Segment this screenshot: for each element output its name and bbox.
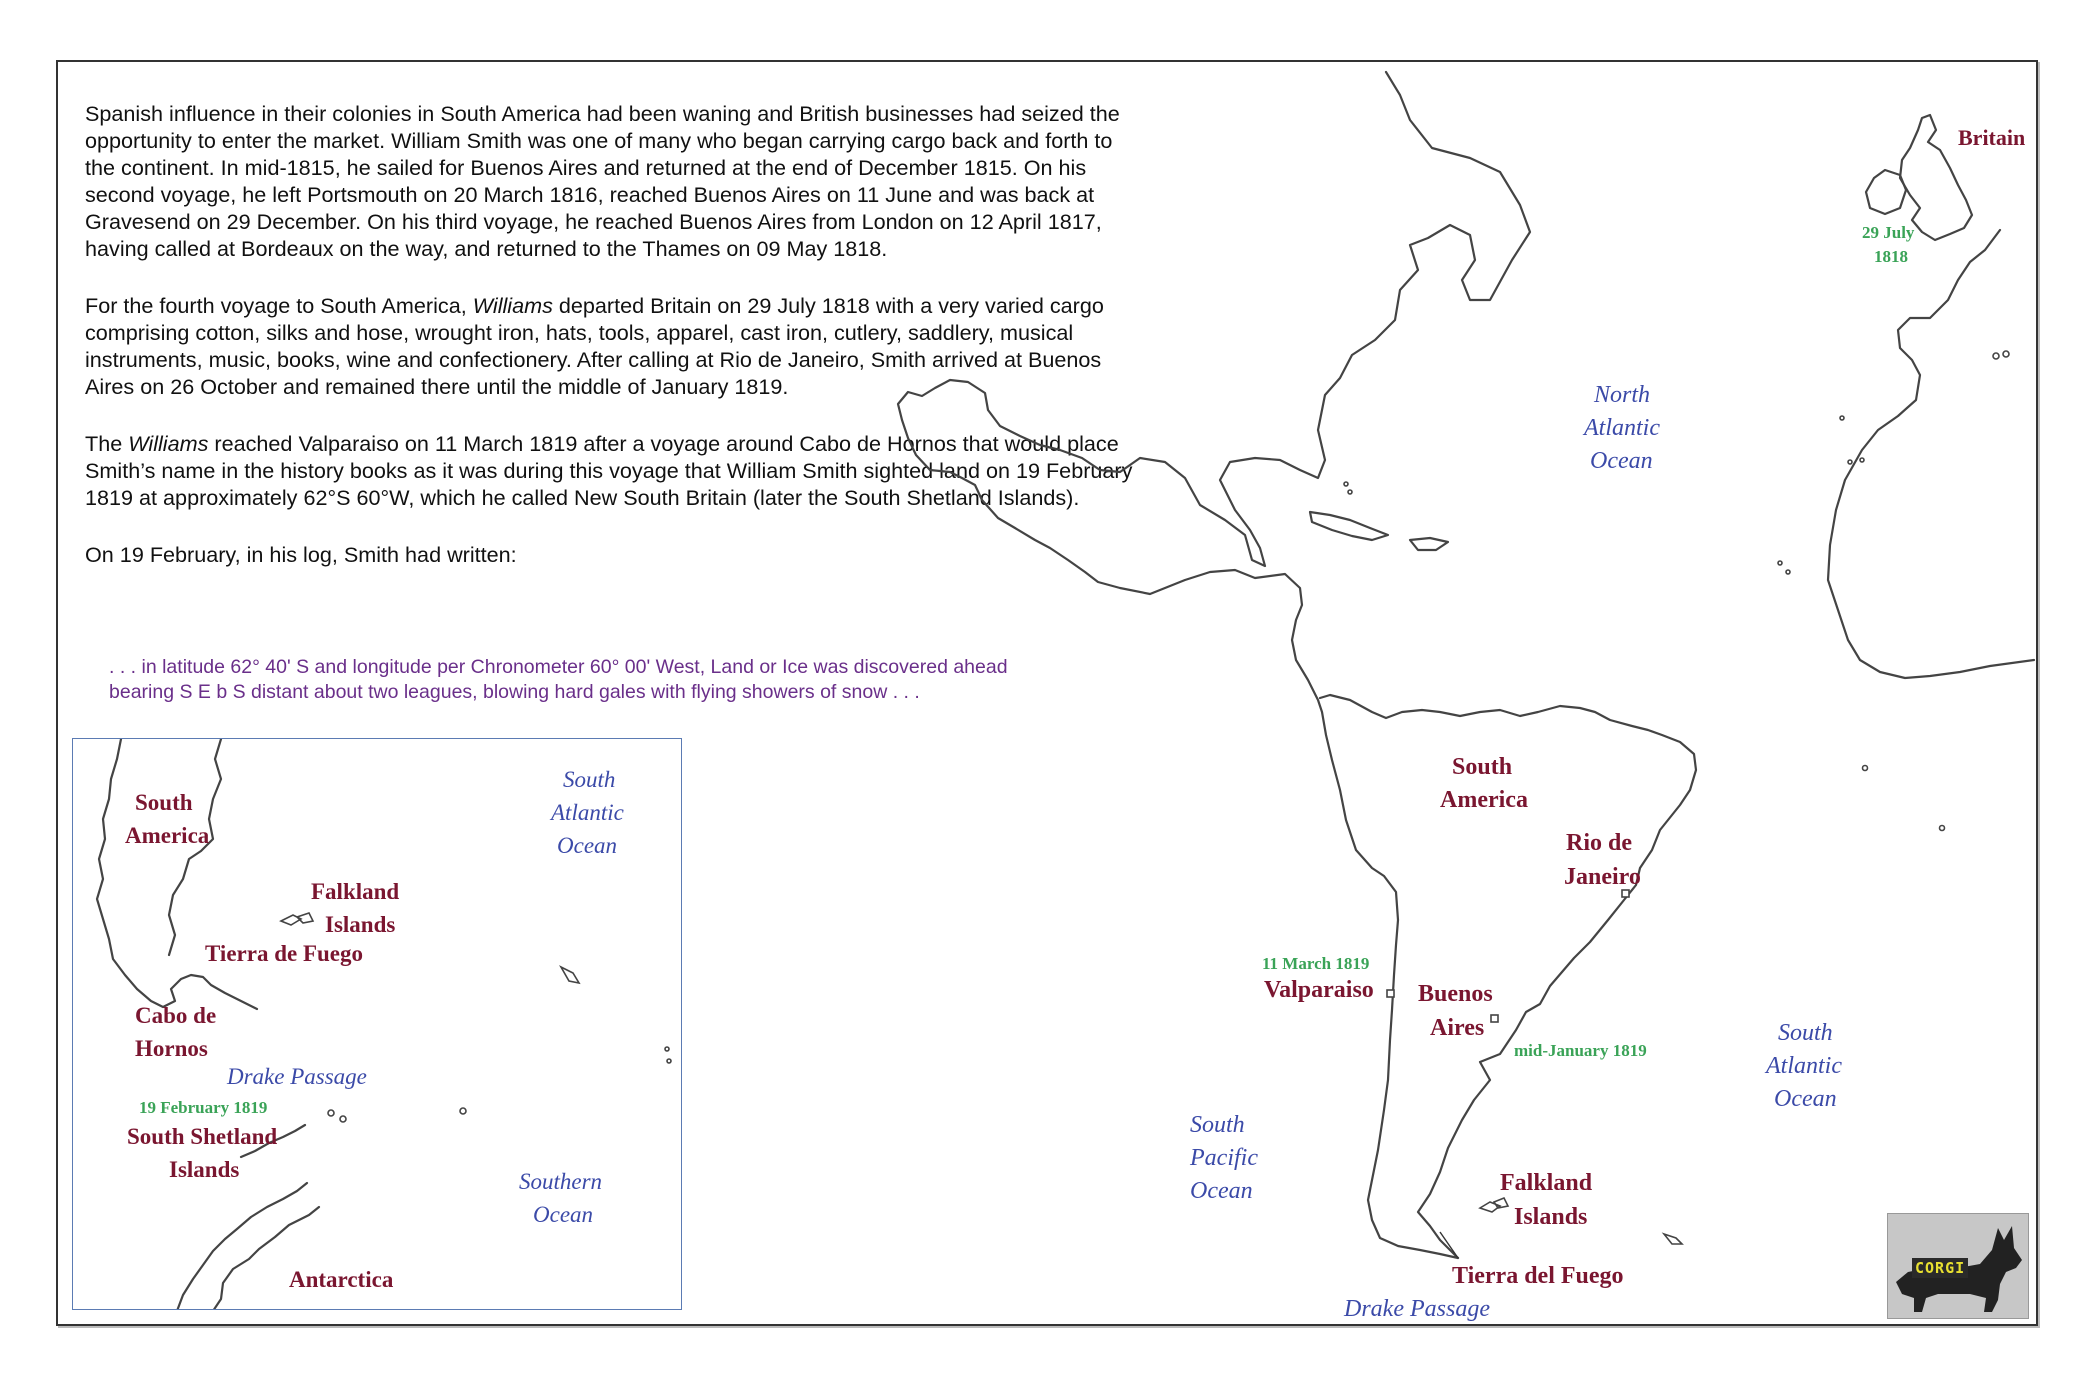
paragraph-early-voyages: Spanish influence in their colonies in South America had been waning and British businesses had seized the opportunity to enter the market. William Smith was one of many who began carrying cargo back and forth to the continent. In mid-1815, he sailed for Buenos Aires and returned at the end of December 1815. On his second voyage, he left Portsmouth on 20 March 1816, reached Buenos Aires on 11 June and was back at Gravesend on 29 December. On his third voyage, he reached Buenos Aires from London on 12 April 1817, having called at Bordeaux on the way, and returned to the Thames on 09 May 1818. [85, 101, 1120, 261]
inset-label-south-shetland: Islands [169, 1157, 240, 1182]
ireland-coastline [1866, 170, 1906, 214]
label-south-america: America [1440, 787, 1528, 813]
label-tierra-del-fuego: Tierra del Fuego [1452, 1263, 1624, 1289]
label-south-atlantic: Atlantic [1766, 1053, 1842, 1079]
island-dot [1786, 570, 1790, 574]
label-rio-de-janeiro: Janeiro [1564, 864, 1641, 890]
inset-south-georgia-shape [561, 967, 579, 983]
label-buenos-aires: Buenos [1418, 981, 1493, 1007]
island-dot [1778, 561, 1782, 565]
label-britain: Britain [1958, 125, 2026, 150]
island-dot [340, 1116, 346, 1122]
label-south-pacific: South [1190, 1112, 1245, 1138]
log-quote-line: . . . in latitude 62° 40' S and longitude per Chronometer 60° 00' West, Land or Ice was discovered ahead [109, 656, 1008, 678]
inset-label-sighting-date: 19 February 1819 [139, 1098, 268, 1117]
island-dot [1860, 458, 1864, 462]
island-dot [1863, 766, 1868, 771]
log-intro: On 19 February, in his log, Smith had written: [85, 542, 517, 567]
inset-label-southern-ocean: Ocean [533, 1202, 594, 1227]
label-south-atlantic: Ocean [1774, 1086, 1837, 1112]
label-valparaiso-date: 11 March 1819 [1262, 954, 1370, 973]
island-dot [1348, 490, 1352, 494]
south-georgia-shape [1664, 1234, 1682, 1244]
inset-map [72, 738, 682, 1310]
americas-coastline [898, 72, 1530, 1258]
label-departure-date: 1818 [1874, 247, 1908, 266]
label-north-atlantic: Atlantic [1584, 415, 1660, 441]
inset-label-south-america: America [125, 823, 210, 848]
inset-south-america-coast [97, 739, 257, 1009]
island-dot [1940, 826, 1945, 831]
island-dot [1993, 353, 1999, 359]
inset-label-south-atlantic: Ocean [557, 833, 618, 858]
inset-label-south-america: South [135, 790, 193, 815]
label-departure-date: 29 July [1862, 223, 1915, 242]
label-south-pacific: Pacific [1190, 1145, 1258, 1171]
logo-text: CORGI [1912, 1258, 1968, 1278]
island-dot [667, 1059, 671, 1063]
inset-label-cabo-de-hornos: Cabo de [135, 1003, 217, 1028]
inset-label-southern-ocean: Southern [519, 1169, 603, 1194]
ship-name: Williams [128, 431, 209, 456]
inset-label-falkland-islands: Islands [325, 912, 396, 937]
island-dot [460, 1108, 466, 1114]
label-buenos-aires: Aires [1430, 1015, 1485, 1041]
label-drake-passage: Drake Passage [1344, 1296, 1490, 1322]
corgi-logo [1887, 1213, 2029, 1319]
cuba-coastline [1310, 512, 1388, 540]
label-rio-de-janeiro: Rio de [1566, 830, 1632, 856]
island-dot [328, 1110, 334, 1116]
label-south-pacific: Ocean [1190, 1178, 1253, 1204]
europe-africa-coastline [1828, 230, 2034, 678]
label-south-america: South [1452, 754, 1513, 780]
inset-label-tierra-de-fuego: Tierra de Fuego [205, 941, 363, 966]
falkland-islands-shape [1480, 1198, 1508, 1212]
inset-label-south-shetland: South Shetland [127, 1124, 278, 1149]
label-falkland-islands: Falkland [1500, 1170, 1593, 1196]
inset-label-antarctica: Antarctica [289, 1267, 394, 1292]
text-run: The [85, 431, 129, 456]
text-run: departed Britain on 29 July 1818 with a very varied cargo comprising cotton, silks and hose, wrought iron, hats, tools, apparel, cast iron, cutlery, saddlery, musical instruments, music, books, wine and confectionery. After calling at Rio de Janeiro, Smith arrived at Buenos Aires on 26 October and remained there until the middle of January 1819. [85, 293, 1104, 399]
island-dot [1848, 460, 1852, 464]
island-dot [1344, 482, 1348, 486]
label-valparaiso: Valparaiso [1264, 977, 1374, 1003]
rio-port-marker [1622, 890, 1629, 897]
island-dot [1840, 416, 1844, 420]
label-north-atlantic: Ocean [1590, 448, 1653, 474]
inset-label-drake-passage: Drake Passage [227, 1064, 367, 1089]
inset-falkland-islands-shape [281, 913, 313, 925]
log-quote-line: bearing S E b S distant about two leagues, blowing hard gales with flying showers of snow . . . [109, 681, 920, 703]
label-north-atlantic: North [1594, 382, 1651, 408]
label-buenos-aires-date: mid-January 1819 [1514, 1041, 1647, 1060]
island-dot [665, 1047, 669, 1051]
island-dot [2003, 351, 2009, 357]
text-run: reached Valparaiso on 11 March 1819 after a voyage around Cabo de Hornos that would place Smith’s name in the history books as it was during this voyage that William Smith sighted land on 19 February 1819 at approximately 62°S 60°W, which he called New South Britain (later the South Shetland Islands). [85, 431, 1133, 510]
label-falkland-islands: Islands [1514, 1204, 1588, 1230]
hispaniola-coastline [1410, 538, 1448, 550]
inset-label-south-atlantic: South [563, 767, 616, 792]
buenos-aires-port-marker [1491, 1015, 1498, 1022]
inset-label-falkland-islands: Falkland [311, 879, 400, 904]
inset-label-south-atlantic: Atlantic [551, 800, 624, 825]
ship-name: Williams [472, 293, 553, 318]
inset-map-svg [73, 739, 681, 1309]
valparaiso-port-marker [1387, 990, 1394, 997]
label-south-atlantic: South [1778, 1020, 1833, 1046]
text-run: For the fourth voyage to South America, [85, 293, 473, 318]
inset-label-cabo-de-hornos: Hornos [135, 1036, 208, 1061]
